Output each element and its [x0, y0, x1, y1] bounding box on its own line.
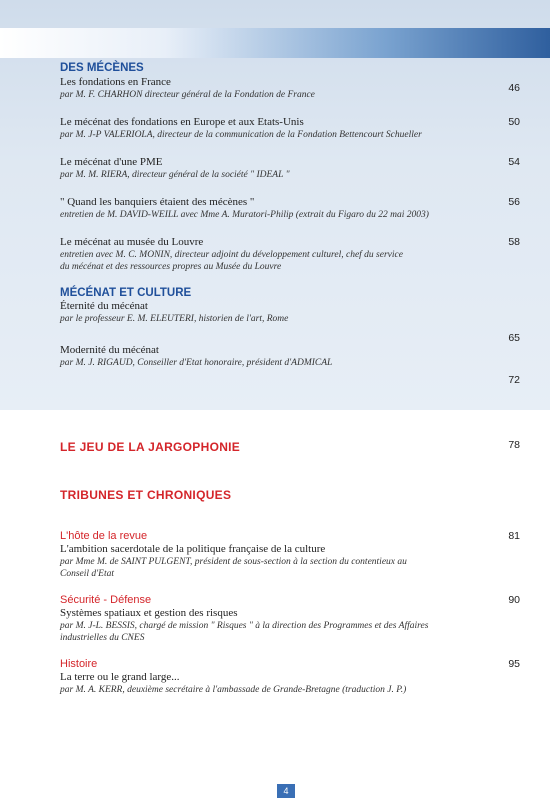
toc-entry — [60, 196, 520, 221]
entry-page: 46 — [508, 82, 520, 94]
header-strip — [0, 28, 550, 58]
rubric-label: Histoire — [60, 658, 98, 670]
entry-author: par le professeur E. M. ELEUTERI, historien de l'art, Rome — [60, 314, 289, 324]
entry-author: par M. J. RIGAUD, Conseiller d'Etat honoraire, président d'ADMICAL — [60, 358, 333, 368]
section-heading-mecenes: DES MÉCÈNES — [60, 62, 144, 74]
entry-title: " Quand les banquiers étaient des mécènes " — [60, 196, 255, 208]
toc-entry — [60, 76, 520, 101]
rubric-label: L'hôte de la revue — [60, 530, 148, 542]
toc-entry — [60, 300, 520, 344]
entry-page: 90 — [508, 594, 520, 606]
toc-entry-jargophonie — [60, 438, 520, 456]
entry-title: Le mécénat au musée du Louvre — [60, 236, 204, 248]
entry-title: Le mécénat des fondations en Europe et aux Etats-Unis — [60, 116, 304, 128]
entry-author-continued: du mécénat et des ressources propres au Musée du Louvre — [60, 262, 282, 272]
entry-page: 78 — [508, 439, 520, 451]
section-heading-jargophonie: LE JEU DE LA JARGOPHONIE — [60, 440, 241, 454]
entry-page: 58 — [508, 236, 520, 248]
entry-author: par M. J-L. BESSIS, chargé de mission " Risques " à la direction des Programmes et des Affaires — [60, 621, 429, 631]
toc-entry — [60, 156, 520, 181]
toc-entry — [60, 658, 520, 696]
section-heading-culture: MÉCÉNAT ET CULTURE — [60, 287, 192, 299]
entry-page: 95 — [508, 658, 520, 670]
toc-entry — [60, 344, 520, 388]
entry-author: par M. A. KERR, deuxième secrétaire à l'ambassade de Grande-Bretagne (traduction J. P.) — [60, 685, 407, 695]
toc-entry — [60, 530, 520, 580]
entry-page: 54 — [508, 156, 520, 168]
entry-author: entretien de M. DAVID-WEILL avec Mme A. Muratori-Philip (extrait du Figaro du 22 mai 2003) — [60, 210, 429, 220]
entry-title: La terre ou le grand large... — [60, 671, 180, 683]
page-number: 4 — [277, 784, 295, 798]
entry-title: Les fondations en France — [60, 76, 171, 88]
entry-page: 72 — [508, 374, 520, 386]
entry-title: L'ambition sacerdotale de la politique française de la culture — [60, 543, 326, 555]
entry-title: Systèmes spatiaux et gestion des risques — [60, 607, 238, 619]
entry-title: Éternité du mécénat — [60, 300, 148, 312]
toc-entry — [60, 116, 520, 141]
entry-author: entretien avec M. C. MONIN, directeur adjoint du développement culturel, chef du service — [60, 250, 403, 260]
entry-author-continued: Conseil d'Etat — [60, 569, 115, 579]
entry-page: 65 — [508, 332, 520, 344]
entry-author-continued: industrielles du CNES — [60, 633, 145, 643]
tribunes-heading-wrap — [60, 486, 520, 504]
toc-content — [60, 62, 520, 696]
entry-title: Le mécénat d'une PME — [60, 156, 163, 168]
entry-page: 50 — [508, 116, 520, 128]
entry-page: 81 — [508, 530, 520, 542]
entry-author: par M. M. RIERA, directeur général de la société " IDEAL " — [60, 170, 290, 180]
section-heading-tribunes: TRIBUNES ET CHRONIQUES — [60, 488, 232, 502]
entry-title: Modernité du mécénat — [60, 344, 159, 356]
rubric-label: Sécurité - Défense — [60, 594, 152, 606]
toc-entry — [60, 594, 520, 644]
entry-author: par Mme M. de SAINT PULGENT, président de sous-section à la section du contentieux au — [60, 557, 407, 567]
entry-author: par M. F. CHARHON directeur général de la Fondation de France — [60, 90, 315, 100]
toc-entry — [60, 236, 520, 273]
entry-page: 56 — [508, 196, 520, 208]
entry-author: par M. J-P VALERIOLA, directeur de la communication de la Fondation Bettencourt Schueller — [60, 130, 422, 140]
